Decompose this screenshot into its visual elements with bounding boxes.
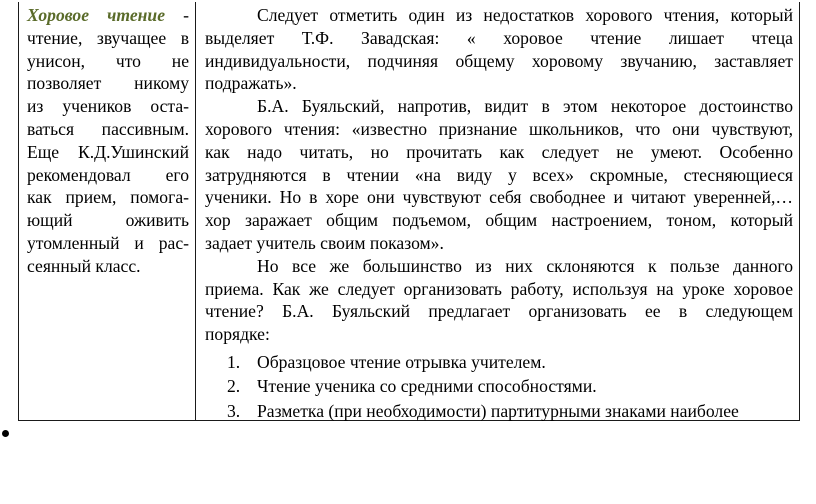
p2-line-3: затрудняются в чтении «на виду у всех» скромные, стесняющиеся [205,164,793,185]
p1-line-1: выделяет Т.Ф. Завадская: « хоровое чтение лишает чтеца [205,27,793,48]
left-line-3: позволяет никому [27,73,189,94]
p2-line-0: Б.А. Буяльский, напротив, видит в этом некоторое достоинство [257,96,793,117]
left-line-9: ющий оживить [27,210,189,231]
left-line-10: утомленный и рас- [27,232,189,253]
left-line-5: ваться пассивным. [27,118,189,139]
column-divider [195,2,196,420]
bullet-marker [2,430,9,437]
p3-line-1: приема. Как же следует организовать работу, используя на уроке хоровое [205,278,793,299]
left-line-0 [27,4,189,27]
list-item [205,374,793,399]
p3-line-0: Но все же большинство из них склоняются к пользе данного [257,255,793,276]
term-heading: Хоровое чтение [27,5,165,25]
left-line-6: Еще К.Д.Ушинский [27,141,189,162]
numbered-list [205,350,793,424]
list-number: 1. [227,351,241,372]
p1-line-2: индивидуальности, подчиняя общему хоровому звучанию, заставляет [205,50,793,71]
left-line-7: рекомендовал его [27,164,189,185]
list-number: 2. [227,376,241,397]
p2-line-4: ученики. Но в хоре они чувствуют себя свободнее и читают уверенней,… [205,187,793,208]
p2-line-1: хорового чтения: «известно признание школьников, что они чувствуют, [205,118,793,139]
list-number: 3. [227,400,241,421]
left-line-8: как прием, помога- [27,187,189,208]
content-table [18,2,800,421]
left-line-1: чтение, звучащее в [27,27,189,48]
p2-line-6: задает учитель своим показом». [205,232,444,253]
p2-line-2: как надо читать, но прочитать как следует не умеют. Особенно [205,141,793,162]
paragraph-1 [205,4,793,95]
list-text: Чтение ученика со средними способностями. [257,376,597,397]
list-text: Разметка (при необходимости) партитурными знаками наиболее [257,400,739,421]
p3-line-2: чтение? Б.А. Буяльский предлагает организовать ее в следующем [205,301,793,322]
paragraph-2 [205,95,793,255]
p3-line-3: порядке: [205,324,270,345]
p1-line-3: подражать». [205,73,297,94]
p1-line-0: Следует отметить один из недостатков хорового чтения, который [257,5,793,25]
list-item [205,350,793,375]
p2-line-5: хор заражает общим подъемом, общим настроением, тоном, который [205,210,793,231]
left-line-2: унисон, что не [27,50,189,71]
list-text: Образцовое чтение отрывка учителем. [257,351,546,372]
paragraph-3 [205,255,793,346]
left-cell [27,4,189,278]
list-item [205,399,793,424]
right-cell [205,4,793,423]
term-dash: - [165,5,189,25]
left-line-4: из учеников оста- [27,96,189,117]
left-line-11: сеянный класс. [27,255,141,276]
